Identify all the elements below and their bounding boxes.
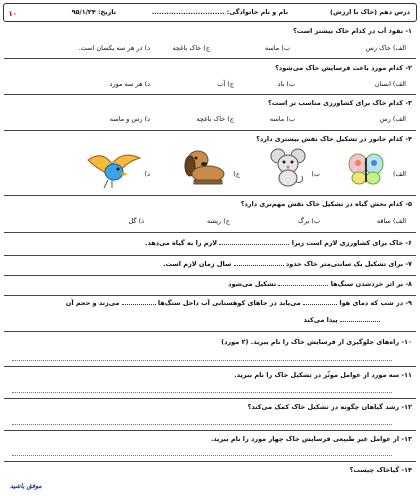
question-9: ۹- در شب که دمای هوا می‌یابد در جاهای کوهستانی آب داخل سنگ‌ها می‌زند و حجم آن xyxy=(65,299,412,307)
blank-field[interactable] xyxy=(278,285,328,286)
question-10: ۱۰- راه‌های جلوگیری از فرسایش خاک را نام ببرید. (۲ مورد) xyxy=(221,338,412,346)
question-6: ۶- خاک برای کشاورزی لازم است زیرا لازم را به گیاه می‌دهد. xyxy=(145,239,412,247)
divider xyxy=(4,331,416,332)
blank-field[interactable] xyxy=(219,244,289,245)
divider xyxy=(4,398,416,399)
q3-option-c: ج) خاک باغچه xyxy=(196,115,234,123)
worksheet-header xyxy=(3,3,417,22)
divider xyxy=(4,366,416,367)
q2-option-b: ب) باد xyxy=(277,80,295,88)
mouse-image xyxy=(270,148,306,188)
q3-option-d: د) رس و ماسه xyxy=(109,115,150,123)
divider xyxy=(4,130,416,131)
divider xyxy=(4,430,416,431)
question-7: ۷- برای تشکیل یک سانتی‌متر خاک حدود سال زمان لازم است. xyxy=(163,260,412,268)
question-8: ۸- بر اثر خردشدن سنگ‌ها تشکیل می‌شود xyxy=(228,280,412,288)
q5-option-b: ب) برگ xyxy=(298,217,320,225)
lesson-title: درس دهم (خاک با ارزش) xyxy=(330,8,410,16)
q4-option-d: د) xyxy=(144,170,150,178)
question-4: ۴- کدام جانور در تشکیل خاک نقش بیشتری دارد؟ xyxy=(256,135,412,143)
q1-option-b: ب) ماسه xyxy=(264,44,290,52)
blank-field[interactable] xyxy=(303,304,337,305)
question-1: ۱- نفوذ آب در کدام خاک بیشتر است؟ xyxy=(293,27,412,35)
question-14: ۱۴- گیاخاک چیست؟ xyxy=(349,466,412,474)
q4-option-c: ج) xyxy=(233,170,240,178)
q3-option-b: ب) ماسه xyxy=(269,115,295,123)
answer-line[interactable] xyxy=(12,360,392,361)
question-13: ۱۳- از عوامل غیر طبیعی فرسایش خاک چهار مورد را نام ببرید. xyxy=(210,435,412,443)
divider xyxy=(4,232,416,233)
q2-option-c: ج) آب xyxy=(217,80,234,88)
blank-field[interactable] xyxy=(122,304,156,305)
answer-line[interactable] xyxy=(12,392,392,393)
question-9-line-2: پیدا می‌کند xyxy=(304,316,380,324)
q5-option-a: الف) ساقه xyxy=(376,217,406,225)
q2-option-a: الف) انسان xyxy=(374,80,406,88)
divider xyxy=(4,461,416,462)
q1-option-c: ج) خاک باغچه xyxy=(172,44,210,52)
divider xyxy=(4,195,416,196)
q5-option-c: ج) ریشه xyxy=(206,217,230,225)
answer-line[interactable] xyxy=(12,424,392,425)
divider xyxy=(4,275,416,276)
dog-image xyxy=(180,146,230,186)
q4-option-b: ب) xyxy=(311,170,320,178)
q1-option-d: د) در هر سه یکسان است. xyxy=(78,44,150,52)
divider xyxy=(4,295,416,296)
question-12: ۱۲- رشد گیاهان چگونه در تشکیل خاک کمک می‌کند؟ xyxy=(247,403,412,411)
answer-line[interactable] xyxy=(12,455,392,456)
divider xyxy=(4,255,416,256)
footer-message: موفق باشید xyxy=(10,482,42,490)
butterfly-image xyxy=(348,150,384,186)
q5-option-d: د) گل xyxy=(128,217,144,225)
q3-option-a: الف) رس xyxy=(379,115,406,123)
question-2: ۲- کدام مورد باعث فرسایش خاک می‌شود؟ xyxy=(275,64,412,72)
score-mark: ۱۰ xyxy=(8,10,17,18)
student-name-field: نام و نام خانوادگی: .............................. xyxy=(151,8,288,16)
blank-field[interactable] xyxy=(234,265,284,266)
divider xyxy=(4,94,416,95)
bird-image xyxy=(86,150,142,190)
question-11: ۱۱- سه مورد از عوامل موثّر در تشکیل خاک را نام ببرید. xyxy=(234,371,412,379)
q2-option-d: د) هر سه مورد xyxy=(109,80,150,88)
blank-field[interactable] xyxy=(340,321,380,322)
divider xyxy=(4,58,416,59)
question-5: ۵- کدام بخش گیاه در تشکیل خاک نقش مهم‌تری دارد؟ xyxy=(240,200,412,208)
question-3: ۳- کدام خاک برای کشاورزی مناسب تر است؟ xyxy=(268,99,412,107)
q1-option-a: الف) خاک رس xyxy=(365,44,406,52)
date-label: تاریخ: ۹۵/۱/۲۴ xyxy=(71,8,116,16)
q4-option-a: الف) xyxy=(392,170,406,178)
